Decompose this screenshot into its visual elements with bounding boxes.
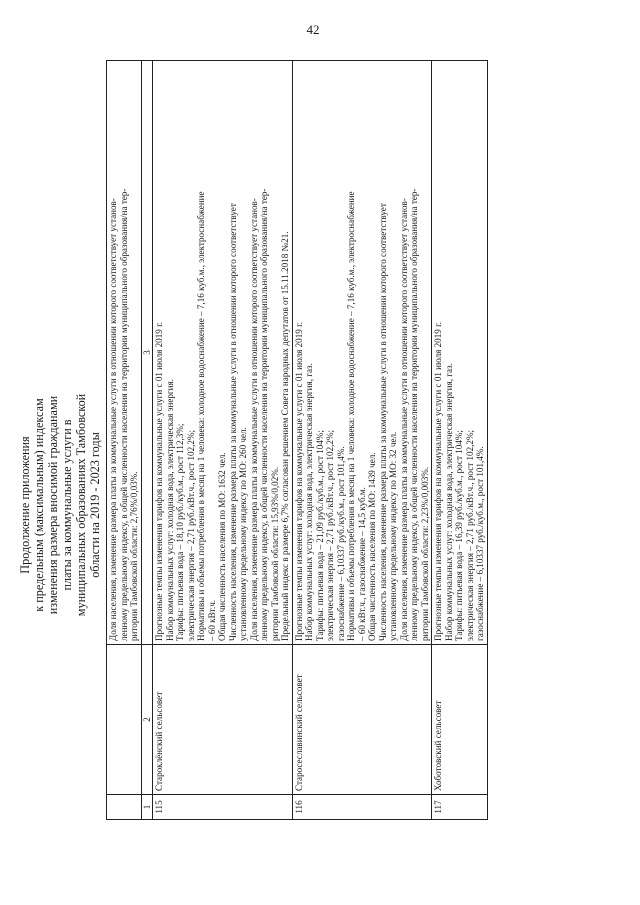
header-line: к предельным (максимальным) индексам — [32, 398, 46, 612]
content-line: электрическая энергия – 2,71 руб./кВт.ч., рост 102,2%; — [464, 429, 475, 641]
table-top-row — [107, 61, 142, 820]
municipality-name: Старосеславинский сельсовет — [292, 645, 432, 795]
column-header: 1 — [141, 795, 153, 820]
content-line: ритории Тамбовской области: 2,76%/0,03%. — [129, 471, 139, 641]
content-line: газоснабжение – 6,10337 руб./куб.м., рост 101,4%. — [335, 446, 346, 641]
content-line: Нормативы и объемы потребления в месяц на 1 человека: холодное водоснабжение – 7,16 куб.м., электроснабжение — [196, 191, 206, 641]
content-line: Набор коммунальных услуг: холодная вода, электрическая энергия, газ. — [443, 363, 454, 641]
content-line: ленному предельному индексу, в общей численности населения на территории муниципального образования/на тер- — [259, 188, 269, 641]
header-line: изменения размера вносимой гражданами — [46, 395, 60, 615]
table-cell-content — [153, 61, 293, 645]
header-line: Продолжение приложения — [18, 436, 32, 574]
content-line: Общая численность населения по МО: 1632 чел. — [217, 452, 227, 641]
header-line: муниципальных образованиях Тамбовской — [74, 393, 88, 617]
row-number: 115 — [153, 795, 293, 820]
row-number: 116 — [292, 795, 432, 820]
column-header: 3 — [141, 61, 153, 645]
content-line: Прогнозные темпы изменения тарифов на коммунальные услуги с 01 июля 2019 г. — [293, 321, 304, 641]
table-row — [292, 61, 432, 820]
municipality-name: Староклёнский сельсовет — [153, 645, 293, 795]
municipality-name: Хоботовский сельсовет — [432, 645, 488, 795]
content-line: Прогнозные темпы изменения тарифов на коммунальные услуги с 01 июля 2019 г. — [433, 321, 443, 641]
content-line: установленному предельному индексу по МО: 260 чел. — [238, 427, 248, 641]
column-header: 2 — [141, 645, 153, 795]
table-row — [432, 61, 488, 820]
content-line: Прогнозные темпы изменения тарифов на коммунальные услуги с 01 июля 2019 г. — [154, 321, 164, 641]
content-line: электрическая энергия – 2,71 руб./кВт.ч., рост 102,2%; — [325, 429, 335, 641]
content-line: ленному предельному индексу, в общей численности населения на территории муниципального образования/на тер- — [409, 188, 419, 641]
content-line: Тарифы: питьевая вода – 18,10 руб./куб.м., рост 112,3%; — [175, 423, 185, 641]
content-line: Предельный индекс в размере 6,7% согласован решением Совета народных депутатов от 15.11.2018 №21. — [280, 231, 290, 641]
content-line: ритории Тамбовской области: 15,93%/0,02%. — [269, 466, 280, 641]
page-number: 42 — [306, 22, 320, 37]
tariff-table — [106, 60, 488, 820]
header-line: области на 2019 - 2023 годы — [88, 432, 102, 578]
table-header-row — [141, 61, 153, 820]
header-line: платы за коммунальные услуги в — [60, 419, 74, 591]
content-line: ритории Тамбовской области: 2,23%/0,003%. — [419, 466, 430, 641]
content-line: ленному предельному индексу, в общей численности населения на территории муниципального образования/на тер- — [118, 188, 129, 641]
content-line: электрическая энергия – 2,71 руб./кВт.ч., рост 102,2%; — [185, 429, 196, 641]
content-line: установленному предельному индексу по МО: 32 чел. — [388, 431, 398, 641]
table-row — [153, 61, 293, 820]
content-line: газоснабжение – 6,10337 руб./куб.м., рост 101,4%. — [475, 446, 485, 641]
row-number: 117 — [432, 795, 488, 820]
content-line: Общая численность населения по МО: 1439 чел. — [367, 452, 377, 641]
content-line: – 60 кВт.ч., газоснабжение – 14,5 куб.м. — [356, 487, 367, 641]
table-cell-content — [292, 61, 432, 645]
content-line: Набор коммунальных услуг: холодная вода, электрическая энергия, газ. — [304, 363, 314, 641]
table-cell-content — [432, 61, 488, 645]
content-line: Нормативы и объемы потребления в месяц на 1 человека: холодное водоснабжение – 7,16 куб.м., электроснабжение — [346, 191, 356, 641]
content-line: Тарифы: питьевая вода – 21,09 руб./куб.м., рост 104%; — [314, 430, 325, 641]
content-line: Тарифы: питьевая вода – 16,39 руб./куб.м., рост 104%; — [454, 430, 464, 641]
content-line: Набор коммунальных услуг: холодная вода, электрическая энергия. — [164, 379, 175, 641]
content-line: Доля населения, изменение размера платы за коммунальные услуги в отношении которого соответствует установ- — [108, 198, 118, 641]
content-line: Численность населения, изменение размера платы за коммунальные услуги в отношении которого соответствует — [227, 203, 238, 641]
content-line: Численность населения, изменение размера платы за коммунальные услуги в отношении которого соответствует — [377, 203, 388, 641]
content-line: – 60 кВт.ч. — [206, 599, 217, 641]
table-cell — [107, 645, 142, 795]
table-cell — [107, 795, 142, 820]
document-header — [18, 205, 102, 805]
table-cell-content — [107, 61, 142, 645]
content-line: Доля населения, изменение размера платы за коммунальные услуги в отношении которого соответствует установ- — [248, 198, 259, 641]
content-line: Доля населения, изменение размера платы за коммунальные услуги в отношении которого соответствует установ- — [398, 198, 409, 641]
